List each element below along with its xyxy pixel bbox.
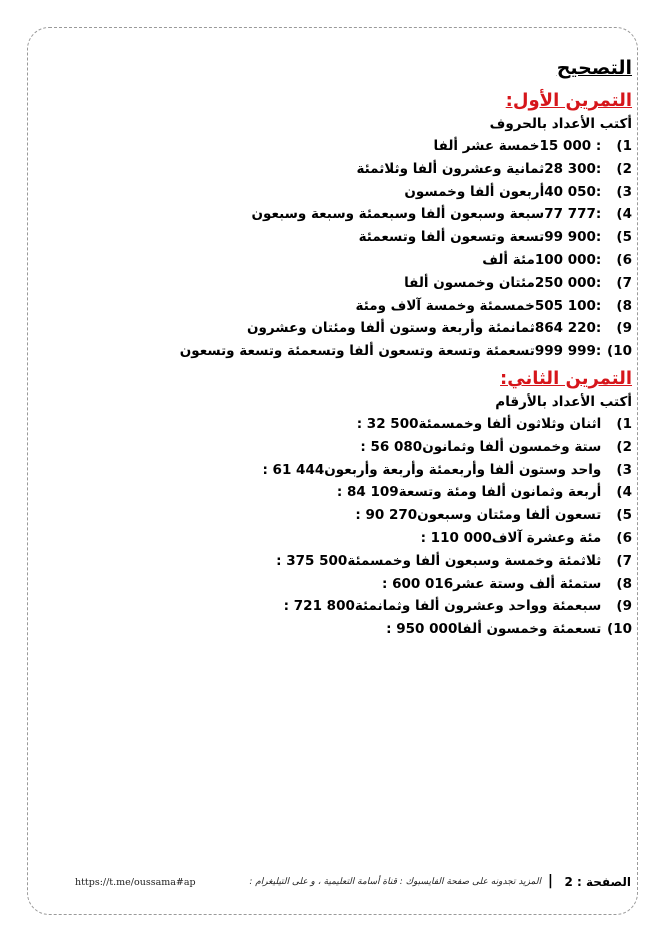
list-item bbox=[60, 481, 632, 504]
item-number: 1) bbox=[616, 415, 632, 432]
footer-note: المزيد تجدونه على صفحة الفايسبوك : قناة أسامة التعليمية ، و على التيليغرام : bbox=[249, 877, 541, 887]
item-number: 9) bbox=[616, 320, 632, 337]
item-number: 8) bbox=[616, 575, 632, 592]
item-text: :900 99تسعة وتسعون ألفا وتسعمئة bbox=[358, 229, 602, 246]
item-text: أربعة وثمانون ألفا ومئة وتسعة109 84 : bbox=[336, 484, 602, 501]
item-text: :300 28ثمانية وعشرون ألفا وثلاثمئة bbox=[356, 160, 602, 177]
list-item bbox=[60, 527, 632, 550]
telegram-link[interactable]: https://t.me/oussama#ap bbox=[75, 877, 196, 888]
list-item bbox=[60, 595, 632, 618]
item-text: تسعون ألفا ومئتان وسبعون270 90 : bbox=[355, 507, 602, 524]
list-item bbox=[60, 340, 632, 363]
exercise-2-list bbox=[60, 413, 632, 641]
item-number: 4) bbox=[616, 484, 632, 501]
item-number: 3) bbox=[616, 183, 632, 200]
list-item bbox=[60, 550, 632, 573]
item-number: 6) bbox=[616, 529, 632, 546]
item-number: 10) bbox=[607, 343, 632, 360]
item-number: 5) bbox=[616, 229, 632, 246]
item-number: 3) bbox=[616, 461, 632, 478]
list-item bbox=[60, 504, 632, 527]
item-number: 7) bbox=[616, 274, 632, 291]
page-number: الصفحة : 2 bbox=[564, 875, 631, 889]
exercise-1-instruction: أكتب الأعداد بالحروف bbox=[489, 116, 632, 132]
item-text: اثنان وثلاثون ألفا وخمسمئة500 32 : bbox=[356, 415, 602, 432]
item-number: 7) bbox=[616, 552, 632, 569]
exercise-2-instruction: أكتب الأعداد بالأرقام bbox=[495, 393, 632, 410]
item-text: : 000 15خمسة عشر ألفا bbox=[433, 138, 602, 154]
item-text: :000 100مئة ألف bbox=[482, 251, 602, 268]
list-item bbox=[60, 459, 632, 482]
item-number: 6) bbox=[616, 251, 632, 268]
list-item bbox=[60, 295, 632, 318]
item-text: :100 505خمسمئة وخمسة آلاف ومئة bbox=[355, 297, 602, 314]
item-number: 8) bbox=[616, 297, 632, 314]
page-footer bbox=[75, 875, 631, 895]
item-text: :220 864ثمانمئة وأربعة وستون ألفا ومئتان وعشرون bbox=[246, 320, 602, 337]
exercise-1-title: التمرين الأول: bbox=[505, 90, 632, 111]
footer-separator: | bbox=[547, 873, 553, 889]
item-text: مئة وعشرة آلاف000 110 : bbox=[420, 529, 602, 546]
item-text: :777 77سبعة وسبعون ألفا وسبعمئة وسبعة وسبعون bbox=[251, 206, 602, 223]
list-item bbox=[60, 413, 632, 436]
item-number: 5) bbox=[616, 507, 632, 524]
item-number: 4) bbox=[616, 206, 632, 223]
list-item bbox=[60, 135, 632, 158]
list-item bbox=[60, 317, 632, 340]
list-item bbox=[60, 272, 632, 295]
exercise-1-list bbox=[60, 135, 632, 363]
item-text: :050 40أربعون ألفا وخمسون bbox=[404, 183, 602, 200]
item-text: :999 999تسعمئة وتسعة وتسعون ألفا وتسعمئة وتسعة وتسعون bbox=[179, 343, 602, 360]
item-number: 1) bbox=[616, 138, 632, 154]
item-number: 9) bbox=[616, 598, 632, 615]
item-number: 2) bbox=[616, 438, 632, 455]
item-text: سبعمئة وواحد وعشرون ألفا وثمانمئة800 721 : bbox=[283, 598, 602, 615]
item-text: واحد وستون ألفا وأربعمئة وأربعة وأربعون444 61 : bbox=[262, 461, 602, 478]
item-number: 10) bbox=[607, 621, 632, 638]
list-item bbox=[60, 203, 632, 226]
list-item bbox=[60, 249, 632, 272]
item-text: ستة وخمسون ألفا وثمانون080 56 : bbox=[360, 438, 602, 455]
page-title: التصحيح bbox=[556, 57, 632, 79]
list-item bbox=[60, 573, 632, 596]
exercise-2-title: التمرين الثاني: bbox=[500, 367, 632, 389]
exercise-2 bbox=[60, 367, 632, 641]
item-text: :000 250مئتان وخمسون ألفا bbox=[404, 274, 602, 291]
list-item bbox=[60, 436, 632, 459]
item-number: 2) bbox=[616, 160, 632, 177]
list-item bbox=[60, 618, 632, 641]
exercise-1 bbox=[60, 89, 632, 363]
item-text: تسعمئة وخمسون ألفا000 950 : bbox=[386, 621, 602, 638]
list-item bbox=[60, 181, 632, 204]
list-item bbox=[60, 158, 632, 181]
document-body bbox=[60, 55, 632, 641]
item-text: ستمئة ألف وستة عشر016 600 : bbox=[381, 575, 602, 592]
item-text: ثلاثمئة وخمسة وسبعون ألفا وخمسمئة500 375 : bbox=[276, 552, 602, 569]
list-item bbox=[60, 226, 632, 249]
